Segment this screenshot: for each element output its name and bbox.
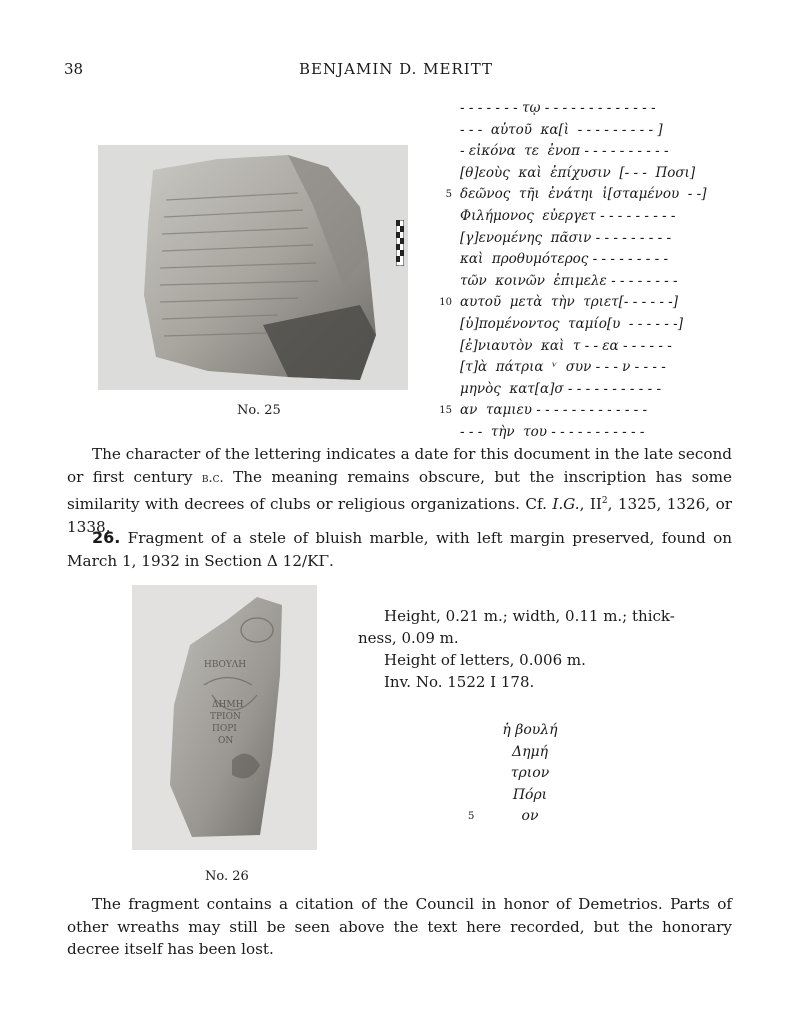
dimensions-block <box>358 605 678 693</box>
caption-no-25: No. 25 <box>237 403 281 418</box>
entry-26-description: 26. Fragment of a stele of bluish marble, with left margin preserved, found on March 1, 1932 in Section Δ 12/ΚΓ. <box>67 528 733 570</box>
inscription-line: - εἰκόνα τε ἐνοπ - - - - - - - - - - <box>460 143 669 160</box>
svg-text:ΔΗΜΗ: ΔΗΜΗ <box>212 700 244 710</box>
page-number: 38 <box>64 60 84 78</box>
svg-text:ΟΝ: ΟΝ <box>218 736 234 746</box>
inscription-line: τριον <box>510 765 550 781</box>
inscription-line: [ὑ]πομένοντος ταμίο[υ - - - - - -] <box>460 315 683 332</box>
inscription-line: μηνὸς κατ[α]σ - - - - - - - - - - - <box>460 380 662 397</box>
caption-no-26: No. 26 <box>205 869 249 884</box>
inscription-no-25 <box>439 98 710 444</box>
inscription-line: [θ]εοὺς καὶ ἐπίχυσιν [- - - Ποσι] <box>460 164 696 181</box>
inscription-line: 15 αν ταμιευ - - - - - - - - - - - - - <box>439 402 648 419</box>
dimension-line: Height, 0.21 m.; width, 0.11 m.; thick- <box>384 607 675 625</box>
running-title: BENJAMIN D. MERITT <box>299 60 493 78</box>
dimension-line: ness, 0.09 m. <box>358 629 459 647</box>
inscription-line: - - - τὴν του - - - - - - - - - - - <box>460 423 645 440</box>
inscription-line: Πόρι <box>512 786 548 803</box>
paragraph-no-25: The character of the lettering indicates a date for this document in the late second or first century b.c. The meaning remains obscure, but the inscription has some similarity with decrees of clubs or religious organizations. Cf. I.G., $II^2$, 1325, 1326, or 1338. <box>67 445 733 536</box>
inscription-line: - - - - - - - τῳ - - - - - - - - - - - - - <box>460 100 656 116</box>
inscription-line: [γ]ενομένης πᾶσιν - - - - - - - - - <box>460 229 672 246</box>
entry-number: 26. <box>92 528 121 547</box>
inscription-line: Φιλήμονος εὐεργετ - - - - - - - - - <box>460 207 676 224</box>
photo-no-25 <box>98 145 408 390</box>
inscription-line: καὶ προθυμότερος - - - - - - - - - <box>460 251 669 268</box>
inscription-line: 10 αυτοῦ μετὰ τὴν τριετ[- - - - - -] <box>439 294 679 311</box>
svg-text:ΤΡΙΟΝ: ΤΡΙΟΝ <box>210 712 241 722</box>
inscription-line: ἡ βουλή <box>502 722 558 738</box>
inscription-line: [ἐ]νιαυτὸν καὶ τ - - εα - - - - - - <box>460 337 672 354</box>
photo-no-26 <box>132 585 317 850</box>
inscription-line: Δημή <box>512 743 548 760</box>
inscription-no-26 <box>470 720 590 828</box>
inscription-line: 5 ον <box>468 808 539 824</box>
dimension-line: Height of letters, 0.006 m. <box>384 651 586 669</box>
inscription-line: 5 δεῶνος τῆι ἐνάτηι ἱ[σταμένου - -] <box>445 186 707 203</box>
svg-text:ΠΟΡΙ: ΠΟΡΙ <box>212 724 237 734</box>
paragraph-no-26: The fragment contains a citation of the Council in honor of Demetrios. Parts of other wreaths may still be seen above the text here recorded, but the honorary decree itself has been lost. <box>67 895 732 958</box>
inscription-line: - - - αὐτοῦ κα[ὶ - - - - - - - - - ] <box>460 121 663 138</box>
svg-text:ΗΒΟΥΛΗ: ΗΒΟΥΛΗ <box>204 660 247 670</box>
scale-bar <box>396 220 404 266</box>
dimension-line: Inv. No. 1522 I 178. <box>384 673 535 691</box>
inscription-line: τῶν κοινῶν ἐπιμελε - - - - - - - - <box>460 272 678 289</box>
inscription-line: [τ]ὰ πάτρια ᵛ συν - - - ν - - - - <box>460 359 666 376</box>
